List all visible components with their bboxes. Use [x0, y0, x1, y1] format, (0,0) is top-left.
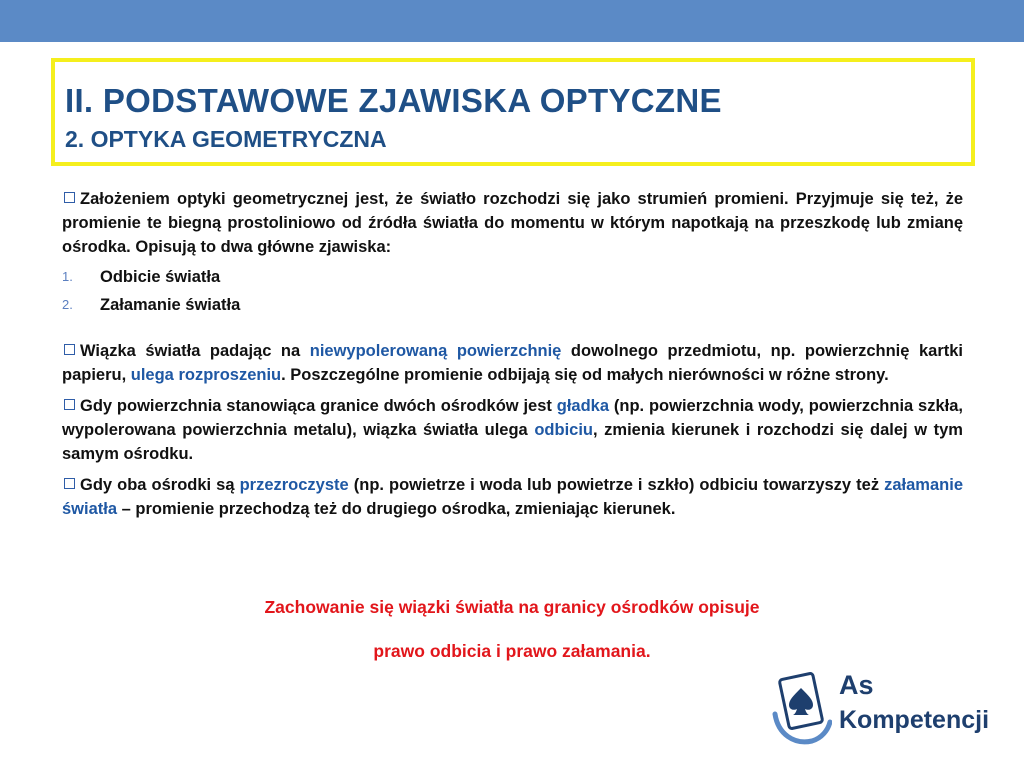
top-bar	[0, 0, 1024, 42]
highlight-refraction: załamanie światła	[62, 476, 963, 518]
list-item	[62, 263, 963, 291]
list-item-label: Załamanie światła	[100, 296, 241, 314]
text-segment: Gdy powierzchnia stanowiąca granice dwóch ośrodków jest	[80, 397, 557, 415]
list-number: 2.	[62, 297, 73, 312]
paragraph-intro-text: Założeniem optyki geometrycznej jest, że światło rozchodzi się jako strumień promieni. Przyjmuje się też, że promienie te biegną prostoliniowo od źródła światła do momentu w którym napotkają na przeszkodę lub zmianę ośrodka. Opisują to dwa główne zjawiska:	[62, 190, 963, 256]
text-segment: dowolnego przedmiotu, np. powierzchnię kartki papieru,	[62, 342, 964, 384]
highlight-reflection: odbiciu	[534, 421, 593, 439]
text-segment: Gdy oba ośrodki są	[80, 476, 240, 494]
list-number: 1.	[62, 269, 73, 284]
text-segment: – promienie przechodzą też do drugiego ośrodka, zmieniając kierunek.	[117, 500, 676, 518]
square-bullet-icon	[64, 344, 75, 355]
paragraph-refraction	[62, 473, 963, 521]
square-bullet-icon	[64, 192, 75, 203]
card-spade-icon	[770, 668, 832, 748]
list-item-label: Odbicie światła	[100, 268, 221, 286]
slide-content	[62, 187, 963, 521]
list-item	[62, 291, 963, 319]
square-bullet-icon	[64, 399, 75, 410]
text-segment: . Poszczególne promienie odbijają się od małych nierówności w różne strony.	[281, 366, 889, 384]
paragraph-intro	[62, 187, 963, 259]
logo-text-as: As	[839, 670, 874, 700]
highlight-transparent: przezroczyste	[239, 476, 349, 494]
summary-line-1: Zachowanie się wiązki światła na granicy ośrodków opisuje	[264, 597, 760, 617]
paragraph-reflection	[62, 394, 963, 466]
summary-line-2: prawo odbicia i prawo załamania.	[373, 641, 651, 661]
title-box	[51, 58, 975, 166]
highlight-smooth: gładka	[556, 397, 610, 415]
as-kompetencji-logo	[770, 668, 1000, 750]
text-segment: (np. powierzchnia wody, powierzchnia szkła, wypolerowana powierzchnia metalu), wiązka światła ulega	[62, 397, 964, 439]
slide-title: II. PODSTAWOWE ZJAWISKA OPTYCZNE	[65, 82, 722, 119]
paragraph-scattering	[62, 339, 963, 387]
highlight-scattering: ulega rozproszeniu	[130, 366, 282, 384]
text-segment: , zmienia kierunek i rozchodzi się dalej w tym samym ośrodku.	[62, 421, 963, 463]
text-segment: (np. powietrze i woda lub powietrze i szkło) odbiciu towarzyszy też	[348, 476, 885, 494]
text-segment: Wiązka światła padając na	[80, 342, 310, 360]
square-bullet-icon	[64, 478, 75, 489]
slide-subtitle: 2. OPTYKA GEOMETRYCZNA	[65, 126, 387, 152]
logo-text-kompetencji: Kompetencji	[839, 706, 990, 734]
phenomena-list	[62, 263, 963, 319]
highlight-unpolished-surface: niewypolerowaną powierzchnię	[309, 342, 562, 360]
